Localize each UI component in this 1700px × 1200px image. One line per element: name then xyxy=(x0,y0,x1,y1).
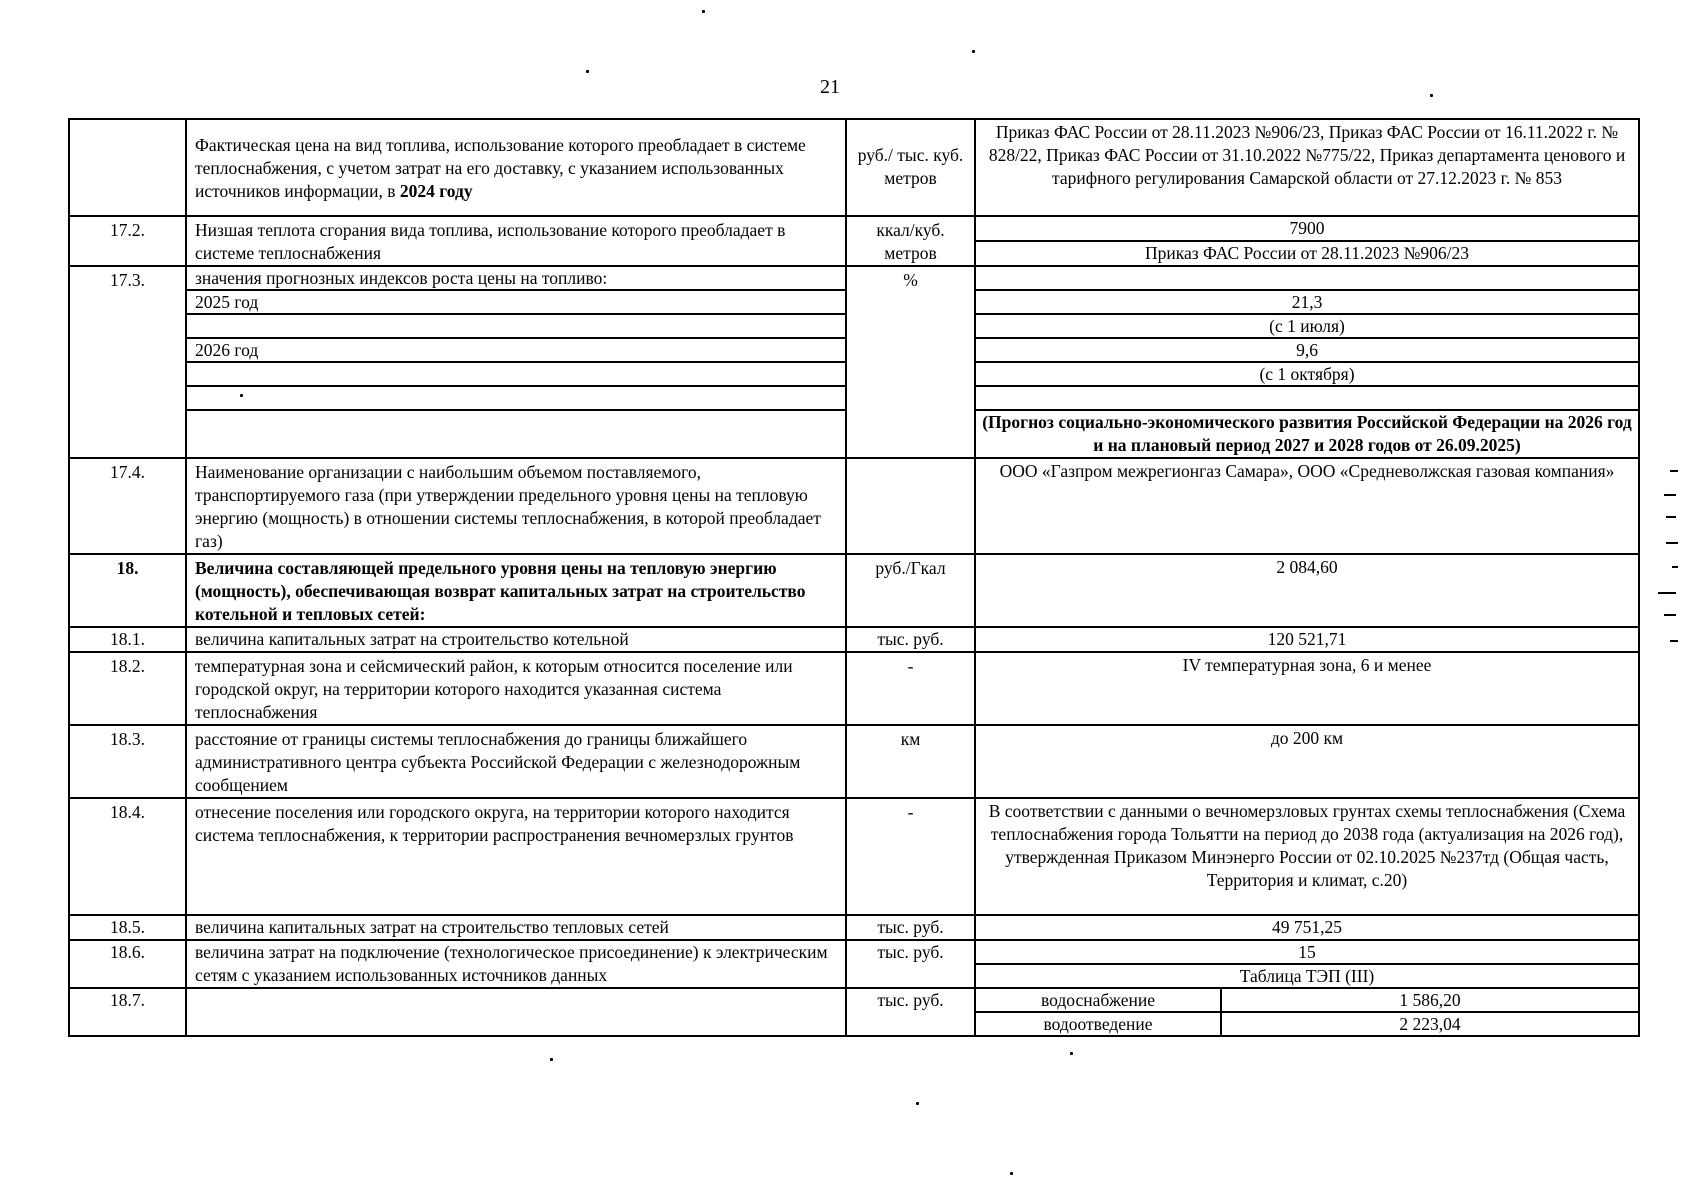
row-value: 15 xyxy=(975,940,1639,964)
scan-speck xyxy=(1010,1172,1013,1175)
row-description-year: 2024 году xyxy=(399,181,473,201)
table-row xyxy=(69,652,1639,725)
table-row xyxy=(69,627,1639,652)
table-row xyxy=(69,554,1639,627)
row-value-empty xyxy=(975,386,1639,410)
margin-mark xyxy=(1664,614,1676,616)
table-row xyxy=(69,915,1639,940)
year-2025-note: (с 1 июля) xyxy=(975,314,1639,338)
row-unit: руб./Гкал xyxy=(846,554,975,627)
table-row xyxy=(69,940,1639,964)
water-supply-value: 1 586,20 xyxy=(1221,988,1639,1012)
row-value: 49 751,25 xyxy=(975,915,1639,940)
row-description: величина капитальных затрат на строительство тепловых сетей xyxy=(186,915,846,940)
row-description: температурная зона и сейсмический район, к которым относится поселение или городской округ, на территории которого находится указанная система теплоснабжения xyxy=(186,652,846,725)
water-disposal-label: водоотведение xyxy=(975,1012,1221,1036)
row-number: 18.3. xyxy=(69,725,186,798)
row-number: 18.2. xyxy=(69,652,186,725)
row-value: 2 084,60 xyxy=(975,554,1639,627)
row-value-source: Приказ ФАС России от 28.11.2023 №906/23 xyxy=(975,241,1639,266)
row-number: 18. xyxy=(69,554,186,627)
row-unit: - xyxy=(846,798,975,915)
row-description-empty xyxy=(186,314,846,338)
row-description-empty xyxy=(186,410,846,458)
row-unit: тыс. руб. xyxy=(846,627,975,652)
forecast-source xyxy=(975,410,1639,458)
water-supply-label: водоснабжение xyxy=(975,988,1221,1012)
row-value: 120 521,71 xyxy=(975,627,1639,652)
row-value: ООО «Газпром межрегионгаз Самара», ООО «Средневолжская газовая компания» xyxy=(975,458,1639,554)
margin-mark xyxy=(1666,516,1676,518)
table-row xyxy=(69,266,1639,290)
year-2025-value: 21,3 xyxy=(975,290,1639,314)
table-row xyxy=(69,458,1639,554)
tariff-parameters-table xyxy=(68,118,1640,1037)
row-number: 17.3. xyxy=(69,266,186,458)
row-description: расстояние от границы системы теплоснабжения до границы ближайшего административного центра субъекта Российской Федерации с железнодорожным сообщением xyxy=(186,725,846,798)
year-2026-value: 9,6 xyxy=(975,338,1639,362)
row-unit: - xyxy=(846,652,975,725)
row-description: Величина составляющей предельного уровня цены на тепловую энергию (мощность), обеспечивающая возврат капитальных затрат на строительство котельной и тепловых сетей: xyxy=(186,554,846,627)
row-value: IV температурная зона, 6 и менее xyxy=(975,652,1639,725)
row-number xyxy=(69,119,186,216)
scan-speck xyxy=(1430,94,1433,97)
margin-mark xyxy=(1670,640,1678,642)
row-description: Низшая теплота сгорания вида топлива, использование которого преобладает в системе теплоснабжения xyxy=(186,216,846,266)
row-value-source: Таблица ТЭП (III) xyxy=(975,964,1639,988)
row-number: 18.1. xyxy=(69,627,186,652)
scan-speck xyxy=(586,70,589,73)
margin-mark xyxy=(1664,494,1676,496)
scan-speck xyxy=(916,1102,919,1105)
row-description: значения прогнозных индексов роста цены на топливо: xyxy=(186,266,846,290)
row-unit: км xyxy=(846,725,975,798)
row-description-text: Фактическая цена на вид топлива, использование которого преобладает в системе теплоснабжения, с учетом затрат на его доставку, с указанием использованных источников информации, в xyxy=(195,135,806,201)
scan-speck xyxy=(972,50,975,53)
table-row xyxy=(69,988,1639,1012)
row-value: 7900 xyxy=(975,216,1639,241)
row-number: 17.4. xyxy=(69,458,186,554)
row-description xyxy=(186,119,846,216)
row-unit: тыс. руб. xyxy=(846,988,975,1036)
row-description xyxy=(186,988,846,1036)
row-unit: ккал/куб. метров xyxy=(846,216,975,266)
row-number: 18.6. xyxy=(69,940,186,988)
row-unit: тыс. руб. xyxy=(846,940,975,988)
row-unit xyxy=(846,458,975,554)
scan-speck xyxy=(240,394,243,397)
row-number: 17.2. xyxy=(69,216,186,266)
row-unit: % xyxy=(846,266,975,458)
row-unit: тыс. руб. xyxy=(846,915,975,940)
table-row xyxy=(69,725,1639,798)
table-row xyxy=(69,798,1639,915)
scan-speck xyxy=(702,10,705,13)
water-disposal-value: 2 223,04 xyxy=(1221,1012,1639,1036)
scan-speck xyxy=(1070,1052,1073,1055)
margin-mark xyxy=(1666,542,1678,544)
forecast-source-text: (Прогноз социально-экономического развития Российской Федерации на 2026 год и на плановый период 2027 и 2028 годов от 26.09.2025) xyxy=(982,412,1632,455)
year-2026-note: (с 1 октября) xyxy=(975,362,1639,386)
row-number: 18.7. xyxy=(69,988,186,1036)
row-unit: руб./ тыс. куб. метров xyxy=(846,119,975,216)
row-value: до 200 км xyxy=(975,725,1639,798)
row-number: 18.5. xyxy=(69,915,186,940)
margin-mark xyxy=(1658,592,1676,594)
row-value-empty xyxy=(975,266,1639,290)
row-description: величина затрат на подключение (технологическое присоединение) к электрическим сетям с указанием использованных источников данных xyxy=(186,940,846,988)
row-value: Приказ ФАС России от 28.11.2023 №906/23, Приказ ФАС России от 16.11.2022 г. № 828/22, Приказ ФАС России от 31.10.2022 №775/22, Приказ департамента ценового и тарифного регулирования Самарской области от 27.12.2023 г. № 853 xyxy=(975,119,1639,216)
row-description-empty xyxy=(186,362,846,386)
page-number: 21 xyxy=(820,76,840,98)
scan-speck xyxy=(550,1058,553,1061)
row-description: отнесение поселения или городского округа, на территории которого находится система теплоснабжения, к территории распространения вечномерзлых грунтов xyxy=(186,798,846,915)
row-description-empty xyxy=(186,386,846,410)
year-2025-label: 2025 год xyxy=(186,290,846,314)
row-description: Наименование организации с наибольшим объемом поставляемого, транспортируемого газа (при утверждении предельного уровня цены на тепловую энергию (мощность) в отношении системы теплоснабжения, в которой преобладает газ) xyxy=(186,458,846,554)
margin-mark xyxy=(1672,566,1678,568)
row-number: 18.4. xyxy=(69,798,186,915)
margin-mark xyxy=(1670,470,1678,472)
row-description: величина капитальных затрат на строительство котельной xyxy=(186,627,846,652)
table-row xyxy=(69,119,1639,216)
year-2026-label: 2026 год xyxy=(186,338,846,362)
row-value: В соответствии с данными о вечномерзловых грунтах схемы теплоснабжения (Схема теплоснабжения города Тольятти на период до 2038 года (актуализация на 2026 год), утвержденная Приказом Минэнерго России от 02.10.2025 №237тд (Общая часть, Территория и климат, с.20) xyxy=(975,798,1639,915)
table-row xyxy=(69,216,1639,241)
